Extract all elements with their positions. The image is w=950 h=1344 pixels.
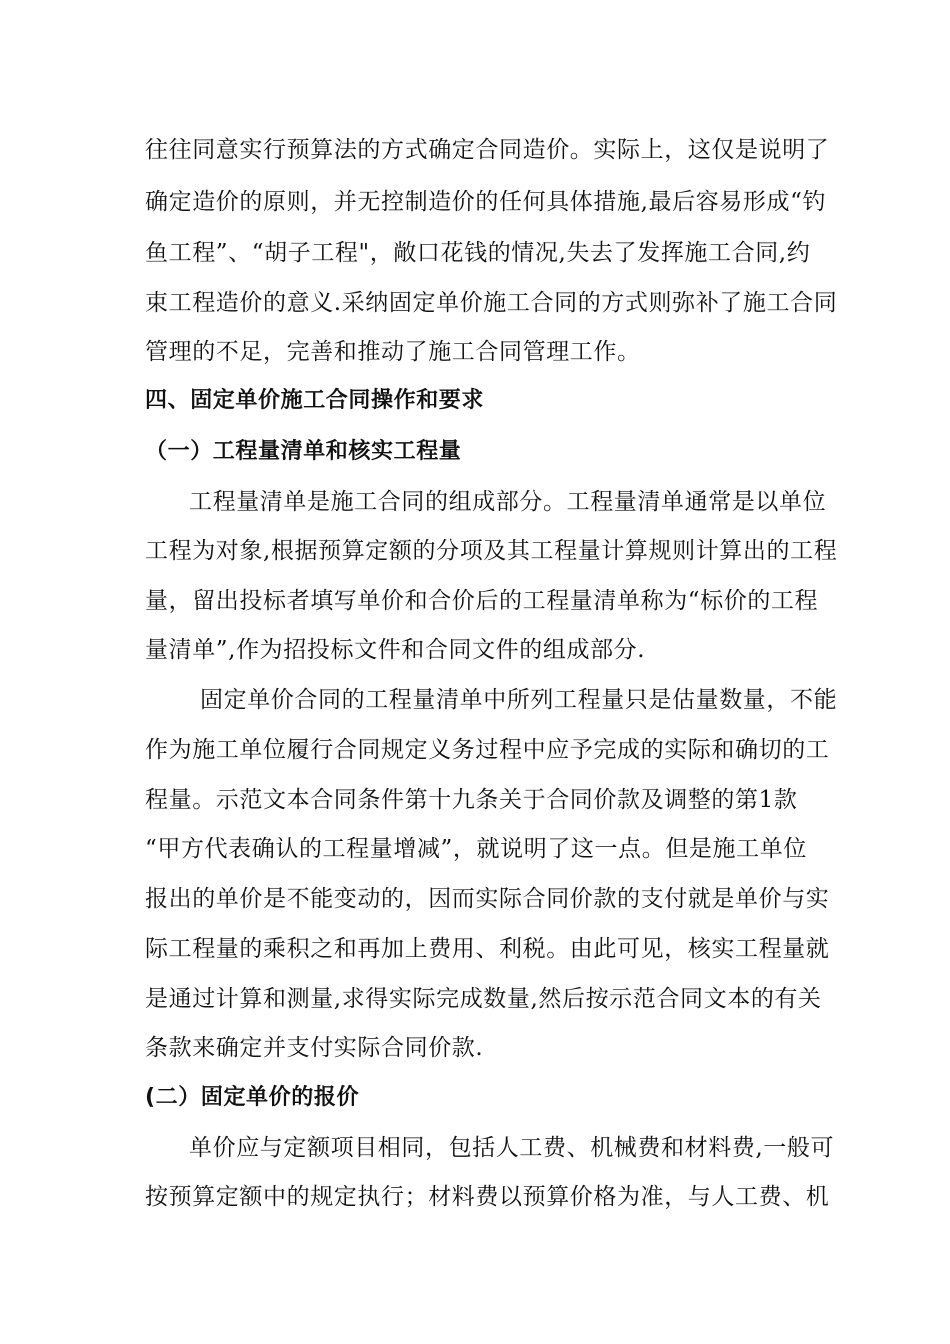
paragraph-line: 固定单价合同的工程量清单中所列工程量只是估量数量，不能 [200,687,838,713]
paragraph-line: 量，留出投标者填写单价和合价后的工程量清单称为“标价的工程 [145,588,819,614]
paragraph-line: 往往同意实行预算法的方式确定合同造价。实际上，这仅是说明了 [145,137,830,163]
paragraph-line: 鱼工程”、“胡子工程"，敞口花钱的情况,失去了发挥施工合同,约 [145,240,811,266]
paragraph-line: 报出的单价是不能变动的，因而实际合同价款的支付就是单价与实 [145,886,830,912]
paragraph-line: 单价应与定额项目相同，包括人工费、机械费和材料费,一般可 [189,1135,835,1161]
paragraph-line: 条款来确定并支付实际合同价款. [145,1035,484,1061]
paragraph-line: “甲方代表确认的工程量增减”，就说明了这一点。但是施工单位 [145,836,807,862]
paragraph-line: 程量。示范文本合同条件第十九条关于合同价款及调整的第1款 [145,787,798,813]
paragraph-line: 管理的不足，完善和推动了施工合同管理工作。 [145,339,641,365]
subsection-heading: （一）工程量清单和核实工程量 [145,439,462,464]
paragraph-line: 作为施工单位履行合同规定义务过程中应予完成的实际和确切的工 [145,737,830,763]
paragraph-line: 量清单”,作为招投标文件和合同文件的组成部分. [145,637,646,663]
section-heading: 四、固定单价施工合同操作和要求 [145,388,485,413]
subsection-heading: (二）固定单价的报价 [145,1085,360,1110]
paragraph-line: 工程量清单是施工合同的组成部分。工程量清单通常是以单位 [189,489,827,515]
paragraph-line: 束工程造价的意义.采纳固定单价施工合同的方式则弥补了施工合同 [145,290,838,316]
paragraph-line: 际工程量的乘积之和再加上费用、利税。由此可见，核实工程量就 [145,936,830,962]
paragraph-line: 工程为对象,根据预算定额的分项及其工程量计算规则计算出的工程 [145,538,838,564]
paragraph-line: 确定造价的原则，并无控制造价的任何具体措施,最后容易形成“钓 [145,189,827,215]
paragraph-line: 是通过计算和测量,求得实际完成数量,然后按示范合同文本的有关 [145,986,822,1012]
paragraph-line: 按预算定额中的规定执行；材料费以预算价格为准，与人工费、机 [145,1184,830,1210]
